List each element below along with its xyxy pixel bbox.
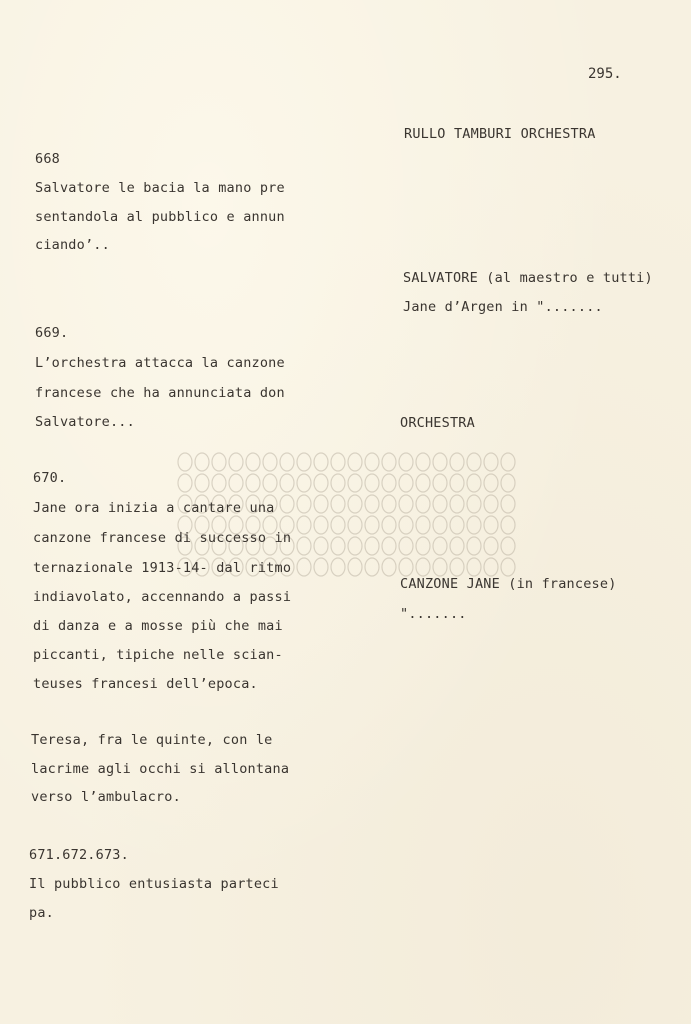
scene-669-line: L’orchestra attacca la canzone xyxy=(35,355,285,371)
page-number: 295. xyxy=(588,66,622,82)
scene-670-line: Jane ora inizia a cantare una xyxy=(33,500,275,516)
scene-670-line: di danza e a mosse più che mai xyxy=(33,618,283,634)
scene-668-line: Salvatore le bacia la mano pre xyxy=(35,180,285,196)
cue-jane-song: CANZONE JANE (in francese) xyxy=(400,576,617,592)
scene-number-668: 668 xyxy=(35,151,60,167)
teresa-line: lacrime agli occhi si allontana xyxy=(31,761,290,777)
scene-670-line: indiavolato, accennando a passi xyxy=(33,589,292,605)
scene-668-line: sentandola al pubblico e annun xyxy=(35,209,285,225)
cue-orchestra: ORCHESTRA xyxy=(400,415,475,431)
cue-jane-argen: Jane d’Argen in "....... xyxy=(403,299,603,315)
teresa-line: Teresa, fra le quinte, con le xyxy=(31,732,273,748)
teresa-line: verso l’ambulacro. xyxy=(31,789,181,805)
scene-670-line: canzone francese di successo in xyxy=(33,530,292,546)
scene-670-line: teuses francesi dell’epoca. xyxy=(33,676,258,692)
scene-number-671-673: 671.672.673. xyxy=(29,847,129,863)
scene-669-line: Salvatore... xyxy=(35,414,135,430)
cue-salvatore: SALVATORE (al maestro e tutti) xyxy=(403,270,653,286)
scene-670-line: ternazionale 1913-14- dal ritmo xyxy=(33,560,292,576)
scene-670-line: piccanti, tipiche nelle scian- xyxy=(33,647,283,663)
scene-668-line: ciando’.. xyxy=(35,237,110,253)
scene-number-670: 670. xyxy=(33,470,67,486)
scene-671-line: Il pubblico entusiasta parteci xyxy=(29,876,279,892)
scene-671-line: pa. xyxy=(29,905,54,921)
cue-jane-song-quote: "....... xyxy=(400,606,467,622)
cue-drum-roll: RULLO TAMBURI ORCHESTRA xyxy=(404,126,596,142)
scene-669-line: francese che ha annunciata don xyxy=(35,385,285,401)
scene-number-669: 669. xyxy=(35,325,69,341)
